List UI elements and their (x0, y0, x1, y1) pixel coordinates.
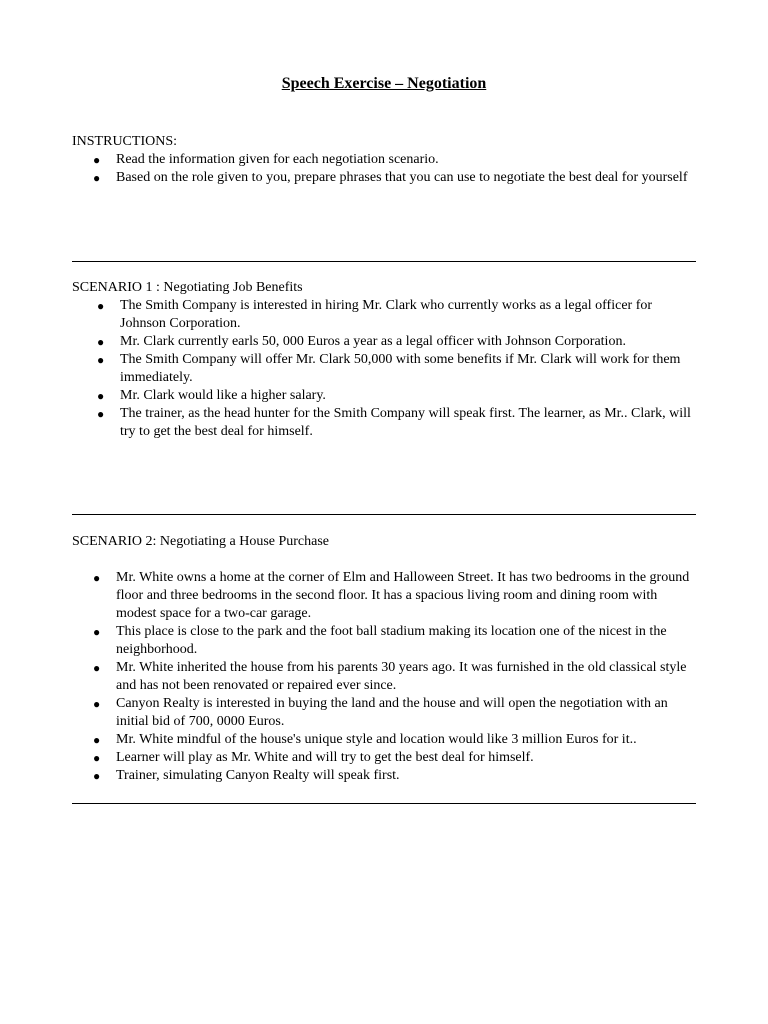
list-item: ● The Smith Company is interested in hiring Mr. Clark who currently works as a legal officer for Johnson Corporation. (97, 298, 653, 331)
list-item: ● The Smith Company will offer Mr. Clark 50,000 with some benefits if Mr. Clark will work for them immediately. (97, 352, 681, 385)
scenario-2-section (72, 533, 696, 785)
divider (72, 803, 696, 804)
scenario-1-section (72, 279, 696, 441)
scenario-2-list (72, 569, 696, 785)
scenario-1-list (72, 297, 696, 441)
list-item: ● Based on the role given to you, prepare phrases that you can use to negotiate the best deal for yourself (93, 170, 688, 185)
bullet-icon: ● (93, 733, 101, 747)
bullet-icon: ● (93, 697, 101, 711)
list-item: ● Read the information given for each negotiation scenario. (93, 152, 439, 167)
instructions-section (72, 133, 696, 187)
bullet-icon: ● (97, 335, 105, 349)
list-item: ● Trainer, simulating Canyon Realty will speak first. (93, 768, 400, 783)
list-item: ● This place is close to the park and the foot ball stadium making its location one of the nicest in the neighborhood. (93, 624, 667, 657)
list-item: ● Mr. White mindful of the house's unique style and location would like 3 million Euros for it.. (93, 732, 637, 747)
bullet-icon: ● (97, 299, 105, 313)
bullet-icon: ● (97, 353, 105, 367)
list-item: ● The trainer, as the head hunter for the Smith Company will speak first. The learner, as Mr.. Clark, will try to get the best deal for himself. (97, 406, 691, 439)
bullet-icon: ● (93, 625, 101, 639)
bullet-icon: ● (93, 769, 101, 783)
instructions-heading: INSTRUCTIONS: (72, 134, 178, 149)
bullet-icon: ● (97, 407, 105, 421)
bullet-icon: ● (93, 171, 101, 185)
list-item: ● Mr. Clark currently earls 50, 000 Euros a year as a legal officer with Johnson Corporation. (97, 334, 626, 349)
instructions-list (72, 151, 696, 187)
list-item: ● Mr. White owns a home at the corner of Elm and Halloween Street. It has two bedrooms in the ground floor and three bedrooms in the second floor. It has a spacious living room and dining room with modest space for a two-car garage. (93, 570, 690, 621)
page-title: Speech Exercise – Negotiation (281, 75, 487, 92)
list-item: ● Canyon Realty is interested in buying the land and the house and will open the negotiation with an initial bid of 700, 0000 Euros. (93, 696, 668, 729)
scenario-1-heading: SCENARIO 1 : Negotiating Job Benefits (72, 280, 303, 295)
bullet-icon: ● (97, 389, 105, 403)
list-item: ● Mr. Clark would like a higher salary. (97, 388, 326, 403)
bullet-icon: ● (93, 571, 101, 585)
bullet-icon: ● (93, 751, 101, 765)
list-item: ● Learner will play as Mr. White and will try to get the best deal for himself. (93, 750, 534, 765)
divider (72, 261, 696, 262)
bullet-icon: ● (93, 661, 101, 675)
divider (72, 514, 696, 515)
bullet-icon: ● (93, 153, 101, 167)
scenario-2-heading: SCENARIO 2: Negotiating a House Purchase (72, 534, 330, 549)
list-item: ● Mr. White inherited the house from his parents 30 years ago. It was furnished in the old classical style and has not been renovated or repaired ever since. (93, 660, 687, 693)
